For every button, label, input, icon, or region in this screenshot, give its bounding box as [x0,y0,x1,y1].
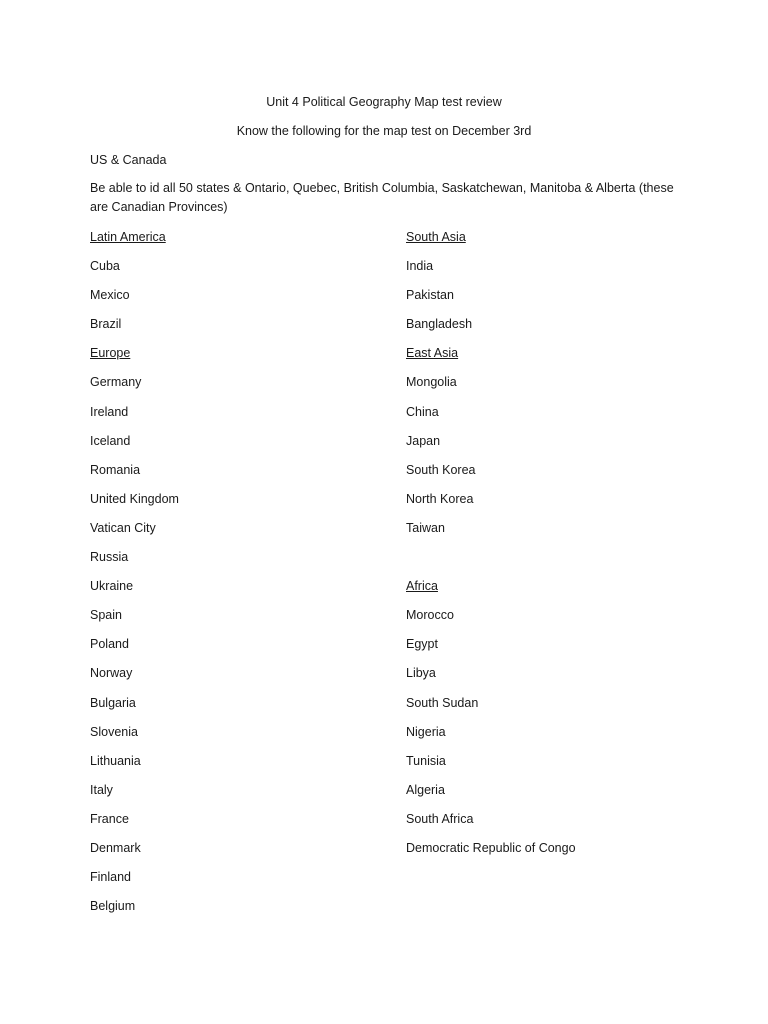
country-item [406,549,576,578]
country-item: South Africa [406,811,474,826]
country-item: Egypt [406,637,438,652]
section-us-canada: US & Canada [90,153,167,167]
country-item: Poland [90,637,129,652]
country-item: Algeria [406,782,445,797]
country-item: Ireland [90,404,129,419]
region-heading: Latin America [90,230,166,244]
right-column-list [406,229,576,869]
instructions-paragraph: Be able to id all 50 states & Ontario, Quebec, British Columbia, Saskatchewan, Manitoba & Alberta (these are Canadian Provinces) [90,181,674,214]
country-item: Democratic Republic of Congo [406,840,576,855]
country-item: Denmark [90,840,141,855]
country-item: Japan [406,433,441,448]
country-item: Russia [90,550,129,565]
country-item: Lithuania [90,753,141,768]
country-item: Bulgaria [90,695,136,710]
region-heading: Europe [90,346,131,361]
country-item: Ukraine [90,579,134,594]
document-title: Unit 4 Political Geography Map test review [266,95,502,109]
country-item: Belgium [90,899,136,914]
country-item: Nigeria [406,724,446,739]
country-item: Norway [90,666,133,681]
country-item: Brazil [90,317,122,332]
country-item: Libya [406,666,436,681]
country-item: Iceland [90,433,131,448]
country-item: Pakistan [406,288,454,303]
country-item: Italy [90,782,113,797]
country-item: Spain [90,608,122,623]
country-item: Taiwan [406,520,445,535]
left-column-list [90,229,179,927]
country-item: Vatican City [90,520,156,535]
document-subtitle: Know the following for the map test on December 3rd [236,124,532,138]
country-item: North Korea [406,491,474,506]
country-item: Mongolia [406,375,457,390]
country-item: South Sudan [406,695,479,710]
country-item: Slovenia [90,724,138,739]
country-item: Romania [90,462,141,477]
country-item: Finland [90,870,131,885]
country-item: Tunisia [406,753,446,768]
country-item: United Kingdom [90,491,179,506]
country-item: India [406,259,434,274]
region-heading: East Asia [406,346,459,361]
country-item: Bangladesh [406,317,473,332]
country-item: France [90,811,129,826]
country-item: Mexico [90,288,130,303]
country-item: Morocco [406,608,454,623]
country-item: Cuba [90,259,120,274]
region-heading: Africa [406,579,438,594]
country-item: Germany [90,375,142,390]
country-item: China [406,404,439,419]
country-item: South Korea [406,462,476,477]
region-heading: South Asia [406,230,466,244]
